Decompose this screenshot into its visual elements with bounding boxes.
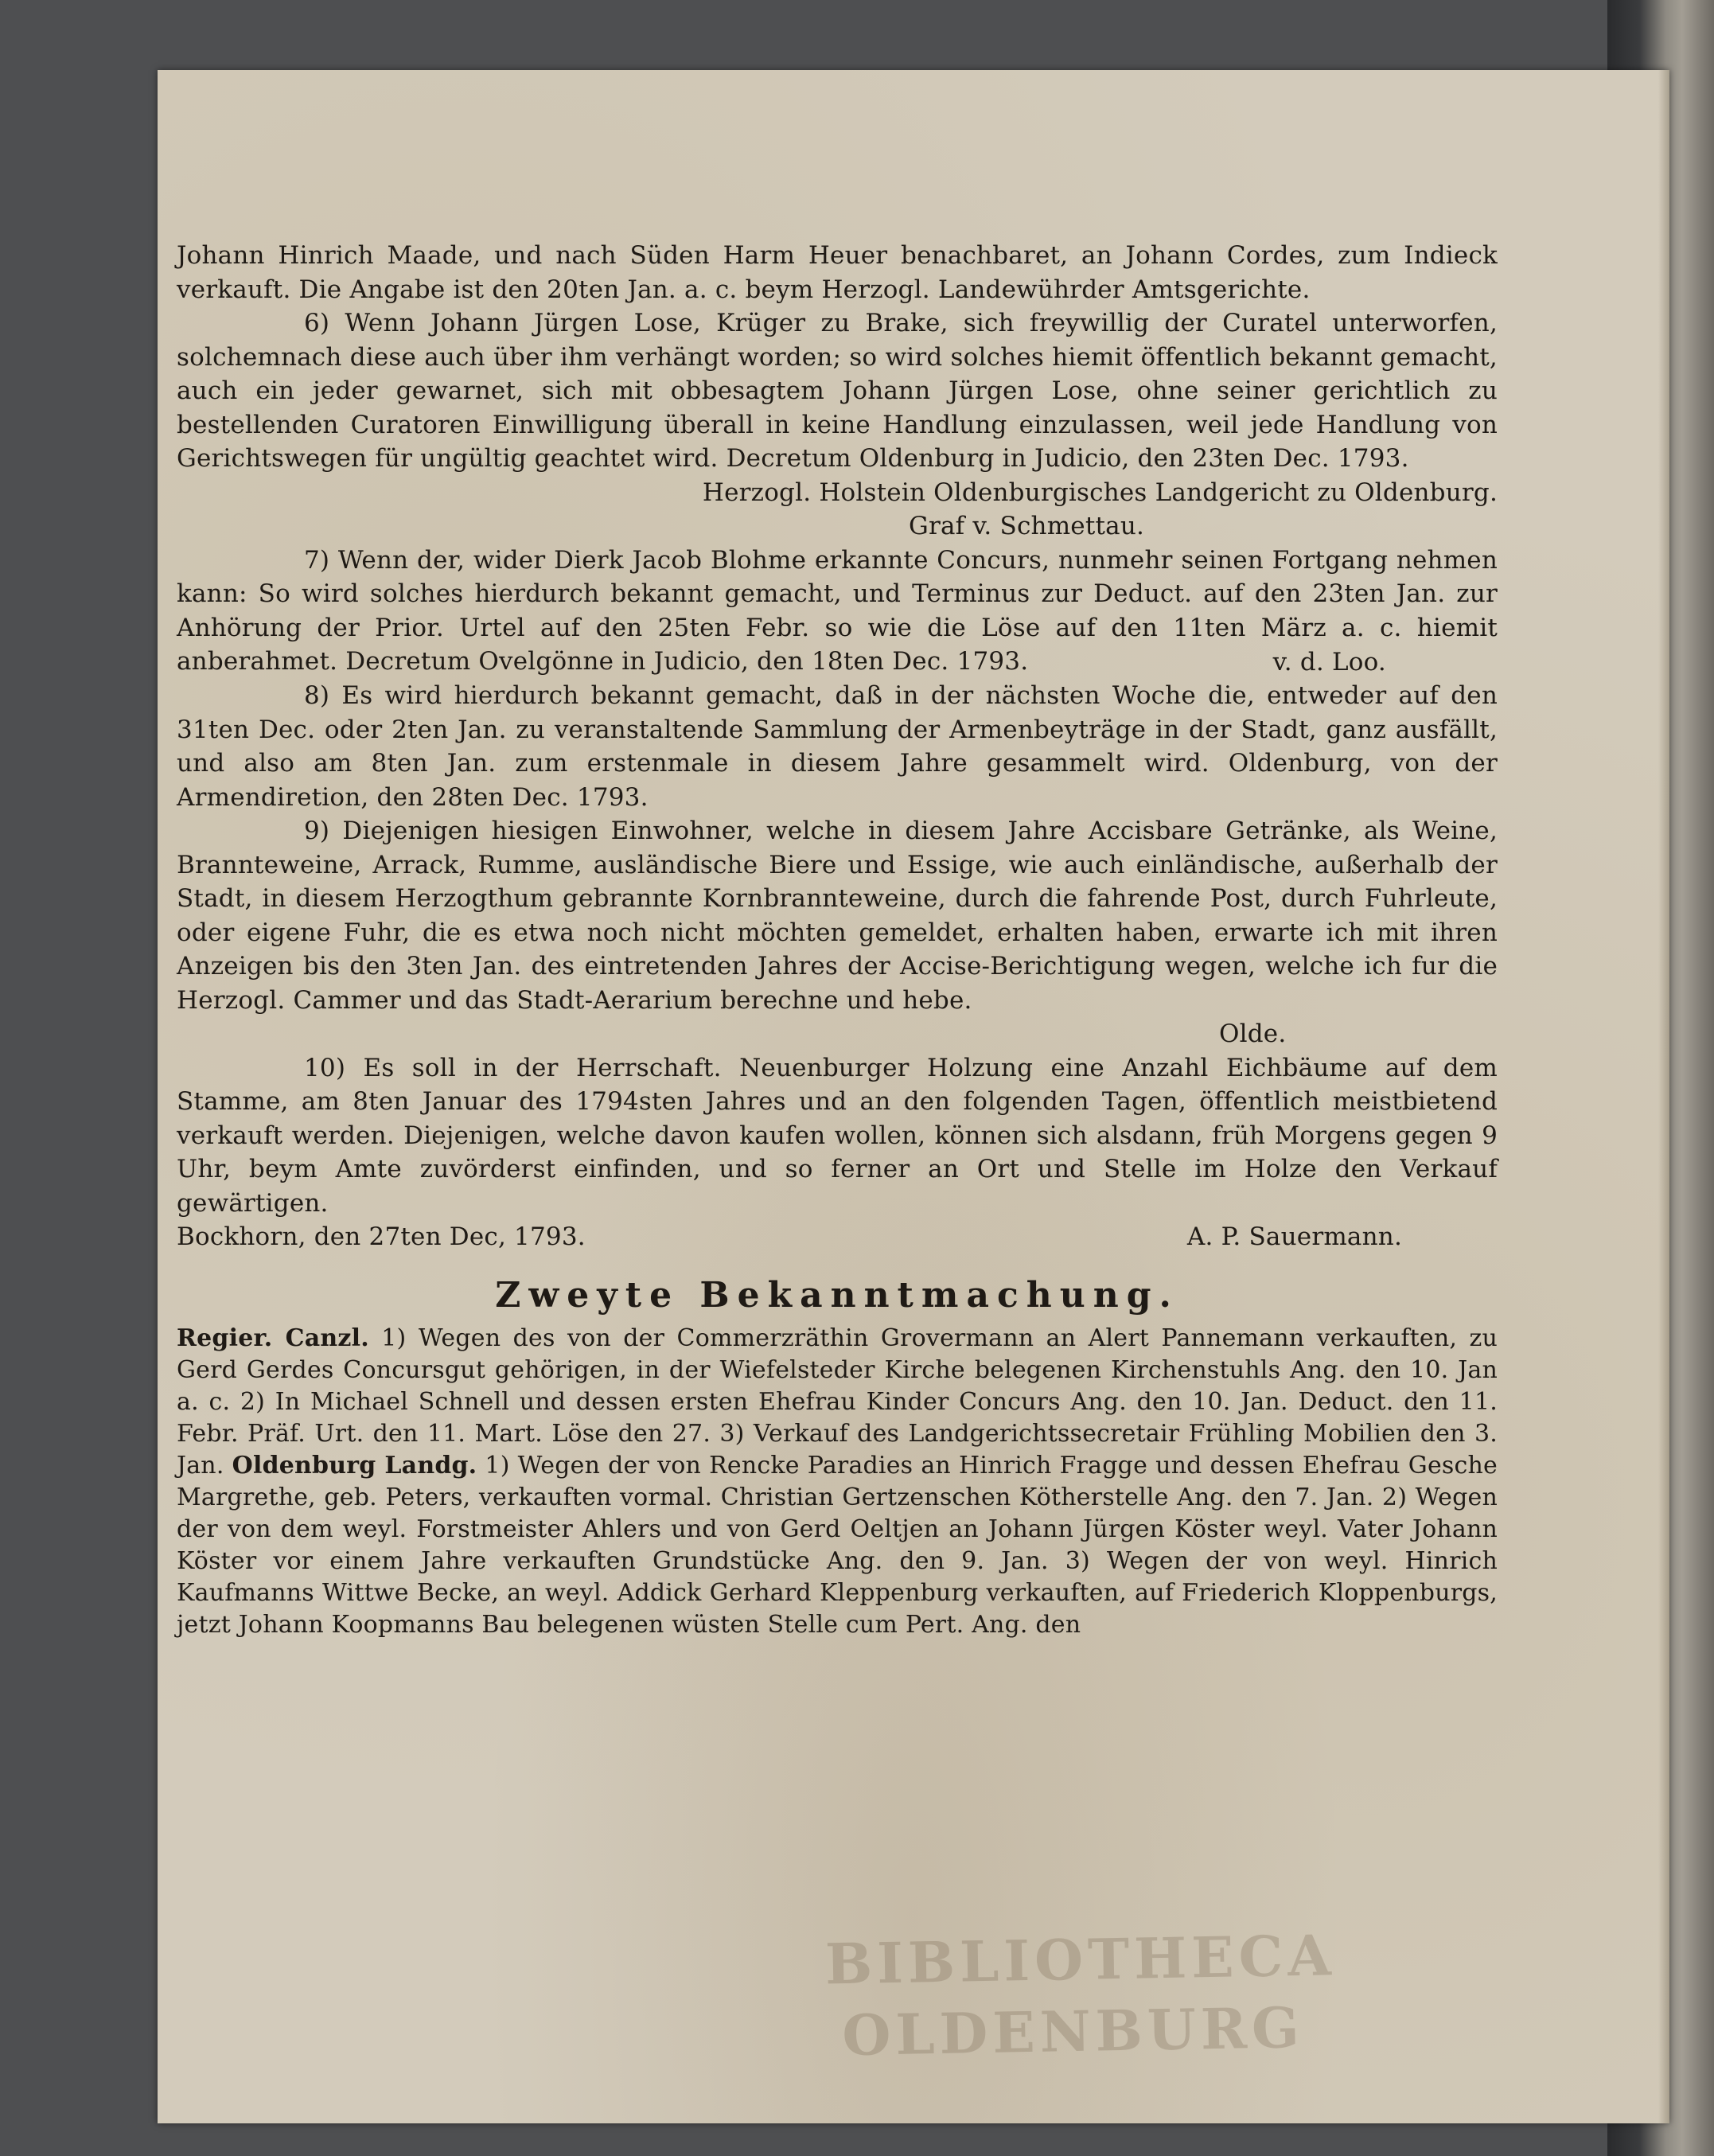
signature-court: Herzogl. Holstein Oldenburgisches Landgericht zu Oldenburg. <box>702 478 1498 507</box>
page-edge-shadow <box>1658 70 1669 2123</box>
lead-oldenburg-landg: Oldenburg Landg. <box>232 1451 477 1480</box>
signature-notice-9: Olde. <box>1219 1020 1287 1048</box>
section-2-text-2: 1) Wegen der von Rencke Paradies an Hinrich Fragge und dessen Ehefrau Gesche Margrethe, geb. Peters, verkauften vormal. Christian Gertzenschen Kötherstelle Ang. den 7. Jan. 2) Wegen der von dem weyl. Forstmeister Ahlers und von Gerd Oeltjen an Johann Jürgen Köster weyl. Vater Johann Köster vor einem Jahre verkauften Grundstücke Ang. den 9. Jan. 3) Wegen der von weyl. Hinrich Kaufmanns Wittwe Becke, an weyl. Addick Gerhard Kleppenburg verkauften, auf Friederich Kloppenburgs, jetzt Johann Koopmanns Bau belegenen wüsten Stelle cum Pert. Ang. den <box>177 1451 1498 1639</box>
signature-notice-7: v. d. Loo. <box>1272 647 1386 676</box>
notice-10-footer <box>177 1220 1498 1254</box>
signature-notice-10: A. P. Sauermann. <box>1186 1222 1402 1251</box>
paragraph-notice-7: 7) Wenn der, wider Dierk Jacob Blohme erkannte Concurs, nunmehr seinen Fortgang nehmen kann: So wird solches hierdurch bekannt gemacht, und Terminus zur Deduct. auf den 23ten Jan. zur Anhörung der Prior. Urtel auf den 25ten Febr. so wie die Löse auf den 11ten März a. c. hiemit anberahmet. Decretum Ovelgönne in Judicio, den 18ten Dec. 1793. <box>177 545 1498 676</box>
document-text <box>177 239 1498 1641</box>
paragraph-notice-8: 8) Es wird hierdurch bekannt gemacht, daß in der nächsten Woche die, entweder auf den 31ten Dec. oder 2ten Jan. zu veranstaltende Sammlung der Armenbeyträge in der Stadt, ganz ausfällt, und also am 8ten Jan. zum erstenmale in diesem Jahre gesammelt wird. Oldenburg, von der Armendiretion, den 28ten Dec. 1793. <box>177 681 1498 812</box>
paragraph-continuation: Johann Hinrich Maade, und nach Süden Harm Heuer benachbaret, an Johann Cordes, zum Indieck verkauft. Die Angabe ist den 20ten Jan. a. c. beym Herzogl. Landewührder Amtsgerichte. <box>177 241 1498 304</box>
section-2-text-1: 1) Wegen des von der Commerzräthin Grovermann an Alert Pannemann verkauften, zu Gerd Gerdes Concursgut gehörigen, in der Wiefelsteder Kirche belegenen Kirchenstuhls Ang. den 10. Jan a. c. 2) In Michael Schnell und dessen ersten Ehefrau Kinder Concurs Ang. den 10. Jan. Deduct. den 11. Febr. Präf. Urt. den 11. Mart. Löse den 27. 3) Verkauf des Landgerichtssecretair Frühling Mobilien den 3. Jan. <box>177 1324 1498 1480</box>
paragraph-notice-10: 10) Es soll in der Herrschaft. Neuenburger Holzung eine Anzahl Eichbäume auf dem Stamme, am 8ten Januar des 1794sten Jahres und an den folgenden Tagen, öffentlich meistbietend verkauft werden. Diejenigen, welche davon kaufen wollen, können sich alsdann, früh Morgens gegen 9 Uhr, beym Amte zuvörderst einfinden, und so ferner an Ort und Stelle im Holze den Verkauf gewärtigen. <box>177 1053 1498 1218</box>
paragraph-section-2 <box>177 1323 1498 1641</box>
paragraph-notice-6: 6) Wenn Johann Jürgen Lose, Krüger zu Brake, sich freywillig der Curatel unterworfen, solchemnach diese auch über ihm verhängt worden; so wird solches hiemit öffentlich bekannt gemacht, auch ein jeder gewarnet, sich mit obbesagtem Johann Jürgen Lose, ohne seiner gerichtlich zu bestellenden Curatoren Einwilligung überall in keine Handlung einzulassen, weil jede Handlung von Gerichtswegen für ungültig geachtet wird. Decretum Oldenburg in Judicio, den 23ten Dec. 1793. <box>177 309 1498 473</box>
library-stamp-ghost: BIBLIOTHECA OLDENBURG <box>824 1922 1337 2069</box>
section-heading: Zweyte Bekanntmachung. <box>495 1274 1179 1316</box>
lead-regier-canzl: Regier. Canzl. <box>177 1324 369 1352</box>
paragraph-notice-9: 9) Diejenigen hiesigen Einwohner, welche in diesem Jahre Accisbare Getränke, als Weine, Brannteweine, Arrack, Rumme, ausländische Biere und Essige, wie auch einländische, außerhalb der Stadt, in diesem Herzogthum gebrannte Kornbrannteweine, durch die fahrende Post, durch Fuhrleute, oder eigene Fuhr, die es etwa noch nicht möchten gemeldet, erhalten haben, erwarte ich mit ihren Anzeigen bis den 3ten Jan. des eintretenden Jahres der Accise-Berichtigung wegen, welche ich fur die Herzogl. Cammer und das Stadt-Aerarium berechne und hebe. <box>177 817 1498 1015</box>
place-date: Bockhorn, den 27ten Dec, 1793. <box>177 1222 586 1251</box>
signature-count: Graf v. Schmettau. <box>909 512 1145 540</box>
